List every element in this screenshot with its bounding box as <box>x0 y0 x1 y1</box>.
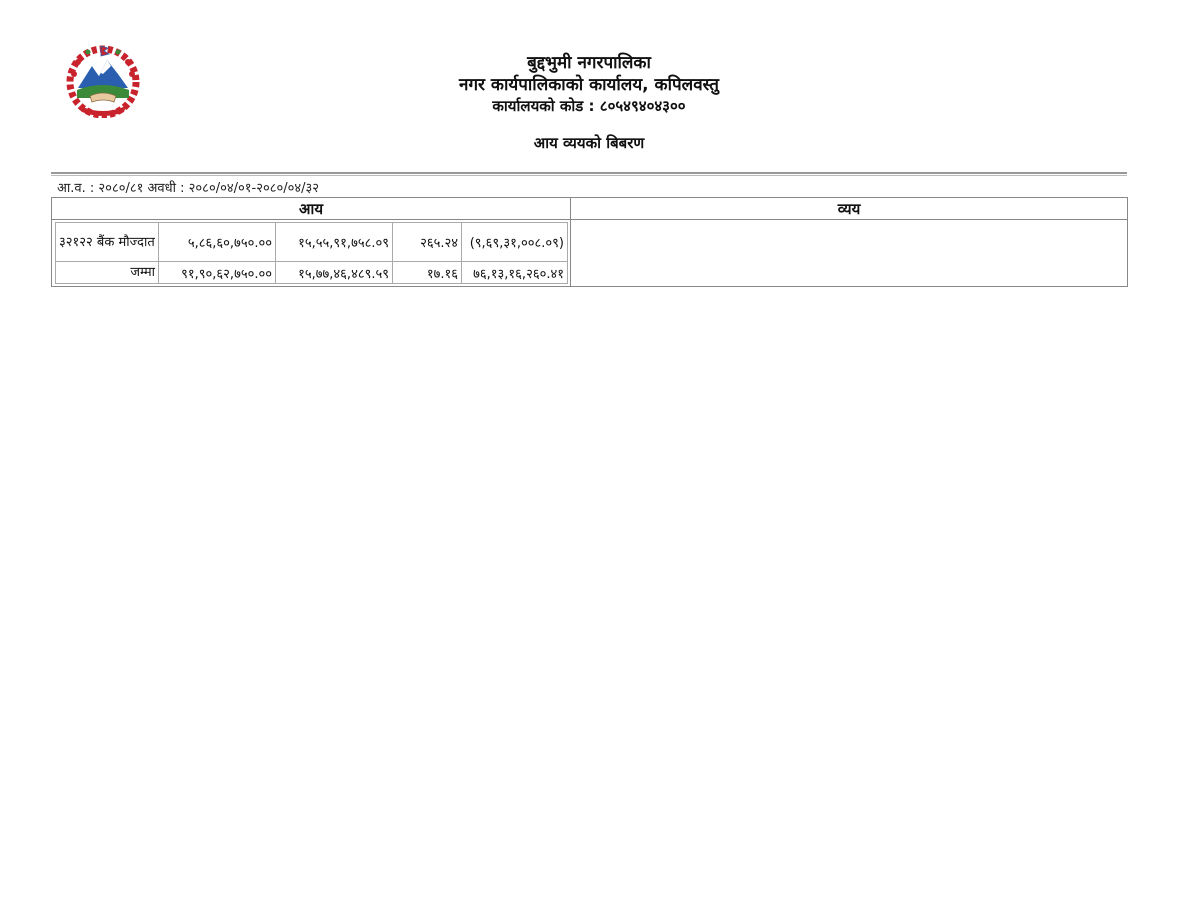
municipality-name: बुद्दभुमी नगरपालिका <box>527 53 651 73</box>
row-label: ३२१२२ बैंक मौज्दात <box>56 223 159 262</box>
table-row <box>56 223 568 262</box>
office-name: नगर कार्यपालिकाको कार्यालय, कपिलवस्तु <box>459 75 719 95</box>
fiscal-period: आ.व. : २०८०/८१ अवधी : २०८०/०४/०१-२०८०/०४/३२ <box>57 181 320 196</box>
expense-cell <box>571 220 1128 287</box>
header-divider <box>51 172 1127 176</box>
amount-cell: ७६,१३,१६,२६०.४१ <box>462 262 568 284</box>
amount-cell: ९१,९०,६२,७५०.०० <box>159 262 276 284</box>
row-label: जम्मा <box>56 262 159 284</box>
amount-cell: १५,५५,९१,७५८.०९ <box>276 223 393 262</box>
amount-cell: (९,६९,३१,००८.०९) <box>462 223 568 262</box>
amount-cell: १५,७७,४६,४८९.५९ <box>276 262 393 284</box>
expense-header: व्यय <box>571 198 1128 220</box>
amount-cell: २६५.२४ <box>393 223 462 262</box>
report-title: आय व्ययको बिबरण <box>533 134 645 152</box>
table-row <box>56 262 568 284</box>
amount-cell: ५,८६,६०,७५०.०० <box>159 223 276 262</box>
income-header: आय <box>52 198 571 220</box>
amount-cell: १७.१६ <box>393 262 462 284</box>
office-header <box>0 52 1178 116</box>
income-table <box>55 222 568 284</box>
office-code: कार्यालयको कोड : ८०५४९४०४३०० <box>492 97 686 115</box>
income-cell <box>52 220 571 287</box>
income-expense-table <box>51 197 1128 287</box>
